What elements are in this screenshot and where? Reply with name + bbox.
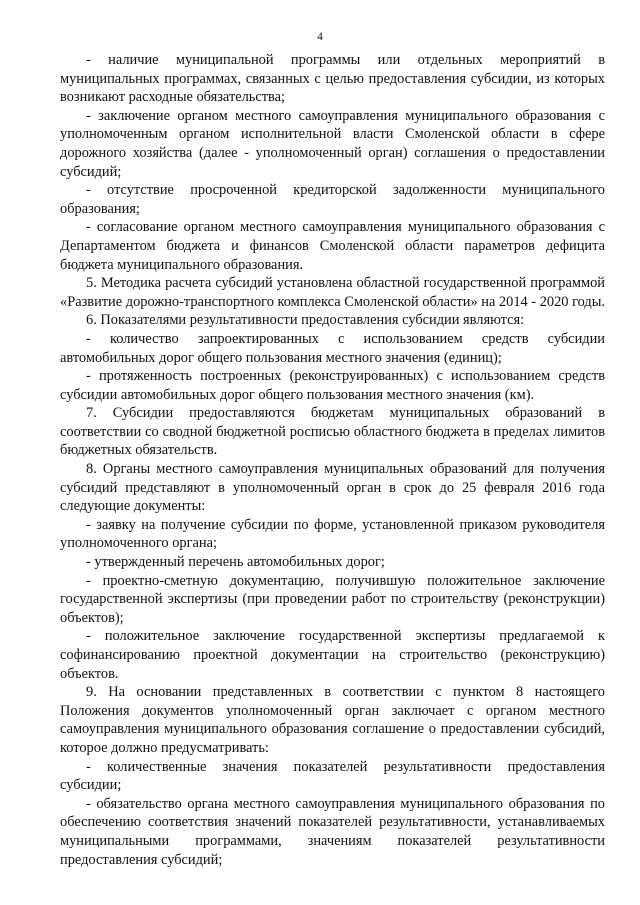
paragraph-bullet-road-list: - утвержденный перечень автомобильных дорог; — [86, 554, 385, 571]
paragraph-item-8: 8. Органы местного самоуправления муниципальных образований для получения субсидий представляют в уполномоченный орган в срок до 25 февраля 2016 года следующие документы: — [60, 461, 605, 515]
paragraph-item-7: 7. Субсидии предоставляются бюджетам муниципальных образований в соответствии со сводной бюджетной росписью областного бюджета в пределах лимитов бюджетных обязательств. — [60, 405, 605, 459]
paragraph-bullet-expert-conclusion: - положительное заключение государственной экспертизы предлагаемой к софинансированию проектной документации на строительство (реконструкцию) объектов. — [60, 628, 605, 682]
page-number: 4 — [317, 31, 323, 43]
paragraph-bullet-designed-roads-count: - количество запроектированных с использованием средств субсидии автомобильных дорог общего пользования местного значения (единиц); — [60, 330, 605, 366]
paragraph-item-9: 9. На основании представленных в соответствии с пунктом 8 настоящего Положения документов уполномоченный орган заключает с органом местного самоуправления муниципального образования соглашение о предоставлении субсидий, которое должно предусматривать: — [60, 684, 605, 756]
paragraph-item-6: 6. Показателями результативности предоставления субсидии являются: — [86, 312, 525, 329]
paragraph-bullet-built-roads-length: - протяженность построенных (реконструированных) с использованием средств субсидии автомобильных дорог общего пользования местного значения (км). — [60, 368, 605, 403]
paragraph-item-5: 5. Методика расчета субсидий установлена областной государственной программой «Развитие дорожно-транспортного комплекса Смоленской области» на 2014 - 2020 годы. — [60, 275, 605, 310]
paragraph-bullet-no-overdue-debt: - отсутствие просроченной кредиторской задолженности муниципального образования; — [60, 182, 605, 217]
paragraph-bullet-application: - заявку на получение субсидии по форме, установленной приказом руководителя уполномоченного органа; — [60, 516, 605, 552]
paragraph-bullet-design-documentation: - проектно-сметную документацию, получившую положительное заключение государственной экспертизы (при проведении работ по строительству (реконструкции) объектов); — [60, 572, 605, 626]
paragraph-bullet-municipal-program: - наличие муниципальной программы или отдельных мероприятий в муниципальных программах, связанных с целью предоставления субсидии, из которых возникают расходные обязательства; — [60, 52, 605, 106]
paragraph-bullet-indicator-values: - количественные значения показателей результативности предоставления субсидии; — [60, 758, 605, 794]
document-body — [60, 51, 605, 869]
paragraph-bullet-agreement: - заключение органом местного самоуправления муниципального образования с уполномоченным органом исполнительной власти Смоленской области в сфере дорожного хозяйства (далее - уполномоченный орган) соглашения о предоставлении субсидий; — [60, 107, 605, 180]
paragraph-bullet-obligation: - обязательство органа местного самоуправления муниципального образования по обеспечению соответствия значений показателей результативности, устанавливаемых муниципальными программами, значениям показателей результативности предоставления субсидий; — [60, 795, 605, 868]
paragraph-bullet-deficit-approval: - согласование органом местного самоуправления муниципального образования с Департаментом бюджета и финансов Смоленской области параметров дефицита бюджета муниципального образования. — [60, 219, 605, 273]
